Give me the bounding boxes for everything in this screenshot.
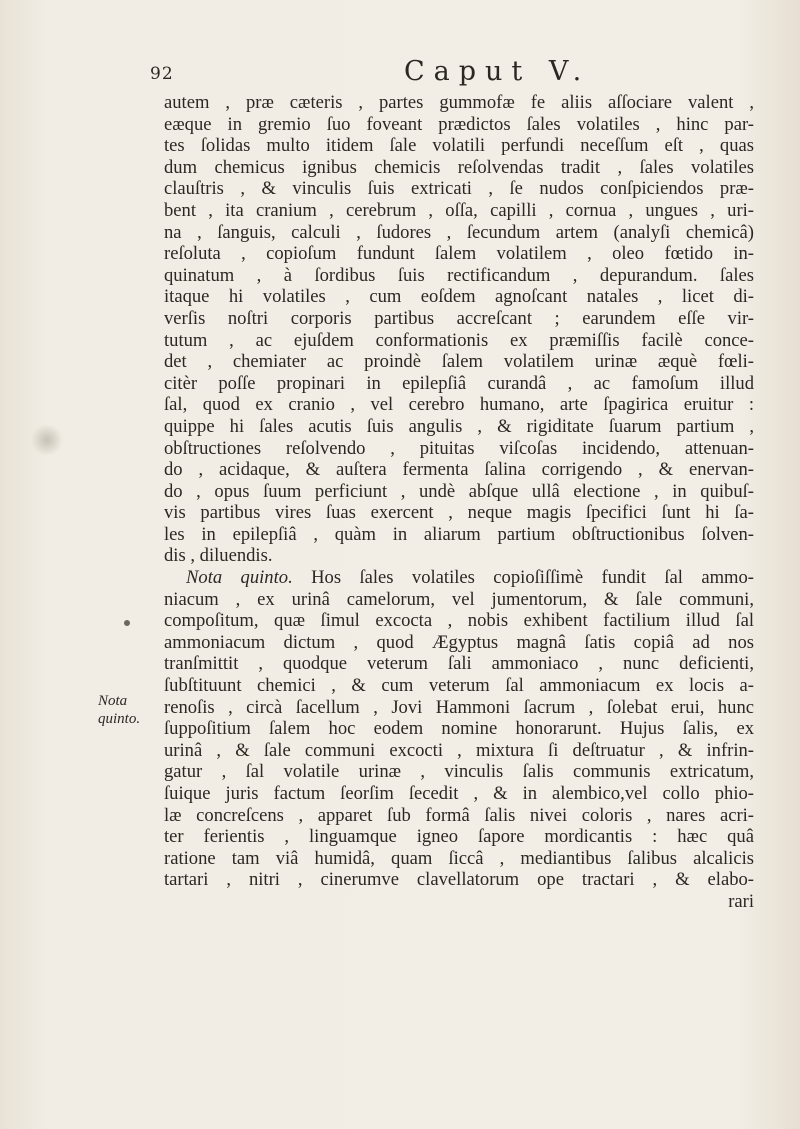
- text-line: tutum , ac ejuſdem conformationis ex præmiſſis facilè conce-: [164, 329, 754, 351]
- text-line: do , acidaque, & auſtera fermenta ſalina corrigendo , & enervan-: [164, 459, 754, 481]
- text-line: autem , præ cæteris , partes gummofæ fe aliis aſſociare valent ,: [164, 92, 754, 113]
- text-line: bent , ita cranium , cerebrum , oſſa, capilli , cornua , ungues , uri-: [164, 199, 754, 221]
- text-line: ſuique juris factum ſeorſim ſecedit , & in alembico,vel collo phio-: [164, 783, 754, 804]
- margin-note: [98, 692, 158, 728]
- text-line: gatur , ſal volatile urinæ , vinculis ſalis communis extricatum,: [164, 761, 754, 783]
- text-line: compoſitum, quæ ſimul excocta , nobis exhibent factilium illud ſal: [164, 610, 754, 632]
- text-line: les in epilepſiâ , quàm in aliarum partium obſtructionibus ſolven-: [164, 523, 754, 545]
- body-text: [164, 92, 754, 913]
- text-line: ratione tam viâ humidâ, quam ſiccâ , mediantibus ſalibus alcalicis: [164, 847, 754, 869]
- text-line: dum chemicus ignibus chemicis reſolvendas tradit , ſales volatiles: [164, 156, 754, 178]
- text-line: niacum , ex urinâ camelorum, vel jumentorum, & ſale communi,: [164, 588, 754, 610]
- note-lead-in: Nota quinto.: [186, 567, 293, 589]
- margin-note-line: Nota: [98, 693, 128, 709]
- text-line: læ concreſcens , apparet ſub formâ ſalis nivei coloris , nares acri-: [164, 804, 754, 826]
- text-line: ſal, quod ex cranio , vel cerebro humano, arte ſpagirica eruitur :: [164, 394, 754, 416]
- text-line: ter ferientis , linguamque igneo ſapore mordicantis : hæc quâ: [164, 826, 754, 848]
- text-line: tartari , nitri , cinerumve clavellatorum ope tractari , & elabo-: [164, 869, 754, 891]
- text-line: do , opus ſuum perficiunt , undè abſque ullâ electione , in quibuſ-: [164, 480, 754, 502]
- text-line: ſubſtituunt chemici , & cum veterum ſal ammoniacum ex locis a-: [164, 675, 754, 697]
- text-line: urinâ , & ſale communi excocti , mixtura ſi deſtruatur , & infrin-: [164, 739, 754, 761]
- text-line: ſuppoſitium ſalem hoc eodem nomine honorarunt. Hujus ſalis, ex: [164, 718, 754, 740]
- ink-spot: [124, 620, 130, 626]
- paper-stain: [30, 425, 64, 455]
- text-line: rari: [728, 890, 754, 912]
- text-line: quippe hi ſales acutis ſuis angulis , & rigiditate ſuarum partium ,: [164, 415, 754, 437]
- margin-note-line: quinto.: [98, 711, 141, 727]
- text-line: citèr poſſe propinari in epilepſiâ curandâ , ac famoſum illud: [164, 372, 754, 394]
- text-line: ammoniacum dictum , quod Ægyptus magnâ ſatis copiâ ad nos: [164, 631, 754, 653]
- running-head: Caput V.: [404, 56, 591, 87]
- text-line: obſtructiones reſolvendo , pituitas viſcoſas incidendo, attenuan-: [164, 437, 754, 459]
- text-line: verſis noſtri corporis partibus accreſcant ; earundem eſſe vir-: [164, 307, 754, 329]
- text-line: Nota quinto. Hos ſales volatiles copioſiſſimè fundit ſal ammo-: [186, 567, 754, 589]
- text-line: tes ſolidas multo itidem ſale volatili perfundi neceſſum eſt , quas: [164, 135, 754, 157]
- text-line: quinatum , à ſordibus ſuis rectificandum , depurandum. ſales: [164, 264, 754, 286]
- text-line: renoſis , circà ſacellum , Jovi Hammoni ſacrum , ſolebat erui, hunc: [164, 696, 754, 718]
- text-line: clauſtris , & vinculis ſuis extricati , ſe nudos conſpiciendos præ-: [164, 178, 754, 200]
- page-header: [150, 56, 770, 90]
- page-number: 92: [150, 64, 174, 84]
- text-line: na , ſanguis, calculi , ſudores , ſecundum artem (analyſi chemicâ): [164, 221, 754, 243]
- text-line: det , chemiater ac proindè ſalem volatilem urinæ æquè fœli-: [164, 351, 754, 373]
- text-line: dis , diluendis.: [164, 545, 273, 567]
- text-line: itaque hi volatiles , cum eoſdem agnoſcant natales , licet di-: [164, 286, 754, 308]
- text-line: reſoluta , copioſum fundunt ſalem volatilem , oleo fœtido in-: [164, 243, 754, 265]
- text-line: eæque in gremio ſuo foveant prædictos ſales volatiles , hinc par-: [164, 113, 754, 135]
- text-line: vis partibus vires ſuas exercent , neque magis ſpecifici ſunt hi ſa-: [164, 502, 754, 524]
- text-line: tranſmittit , quodque veterum ſali ammoniaco , nunc deficienti,: [164, 653, 754, 675]
